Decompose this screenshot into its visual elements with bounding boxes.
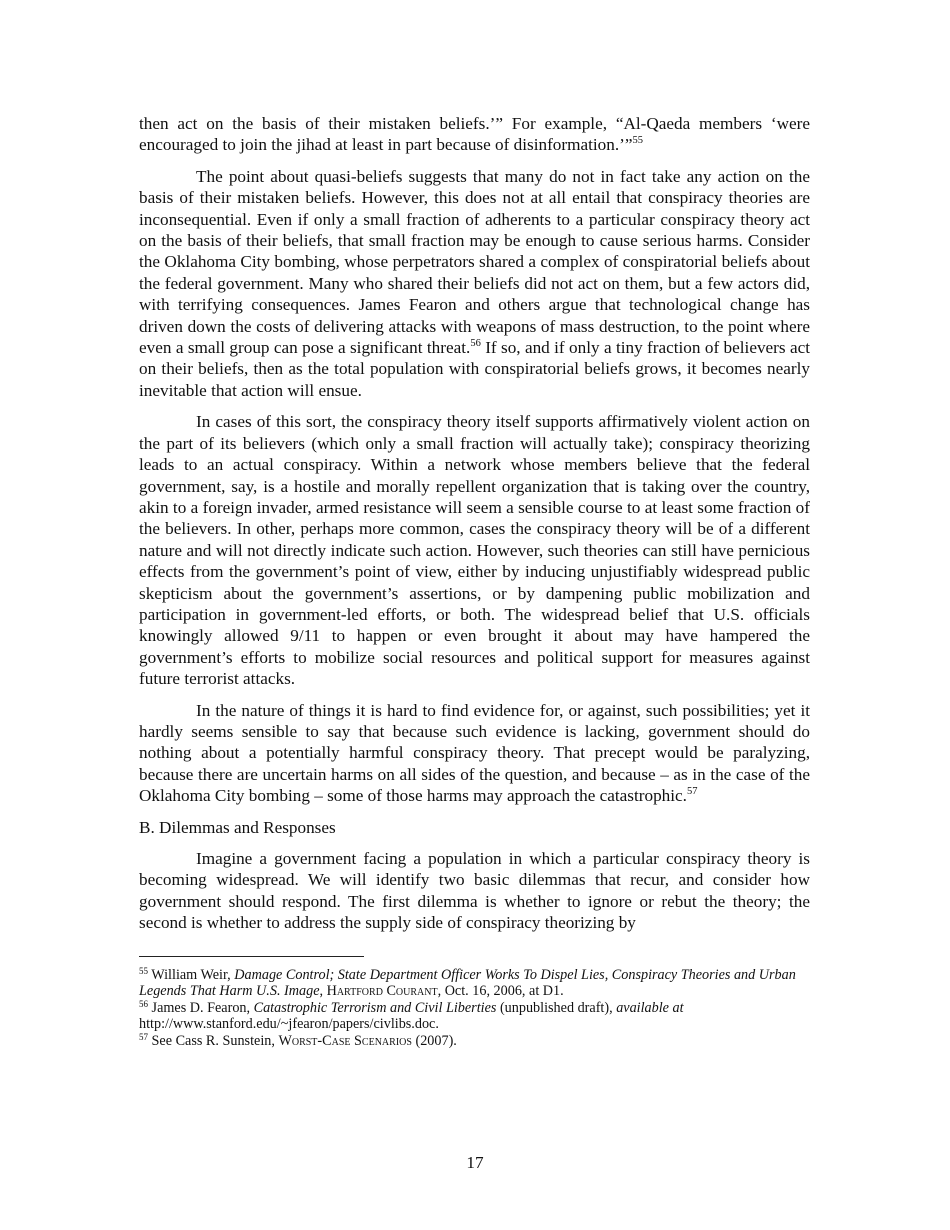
- paragraph-text-continued: If so, and if only a tiny fraction of believers act on their beliefs, then as the total population with conspiratorial beliefs grows, it becomes nearly inevitable that action will ensue.: [139, 338, 810, 400]
- footnote-author: See Cass R. Sunstein,: [151, 1033, 279, 1049]
- footnote-ref-57[interactable]: 57: [686, 786, 698, 798]
- footnote-number: 57: [139, 1032, 148, 1042]
- footnote-book-title: Worst-Case Scenarios: [278, 1033, 412, 1049]
- page-body: [139, 113, 810, 1050]
- section-heading: B. Dilemmas and Responses: [139, 817, 336, 837]
- paragraph-1: [139, 113, 810, 156]
- footnote-57: [139, 1033, 810, 1050]
- paragraph-text: The point about quasi-beliefs suggests that many do not in fact take any action on the basis of their mistaken beliefs. However, this does not at all entail that conspiracy theories are inconsequential. Even if only a small fraction of adherents to a particular conspiracy theory act on the basis of their beliefs, that small fraction may be enough to cause serious harms. Consider the Oklahoma City bombing, whose perpetrators shared a complex of conspiratorial beliefs about the federal government. Many who shared their beliefs did not act on them, but a few actors did, with terrifying consequences. James Fearon and others argue that technological change has driven down the costs of delivering attacks with weapons of mass destruction, to the point where even a small group can pose a significant threat.: [139, 166, 810, 358]
- footnote-note: (unpublished draft),: [496, 999, 617, 1016]
- footnote-available-at: available at: [616, 999, 684, 1016]
- page-number: 17: [466, 1153, 484, 1172]
- paragraph-2: [139, 166, 810, 401]
- footnote-citation: (2007).: [411, 1033, 457, 1049]
- footnote-author: James D. Fearon,: [151, 999, 254, 1016]
- footnote-56: [139, 1000, 810, 1033]
- footnote-title: Damage Control; State Department Officer Works To Dispel Lies, Conspiracy Theories and Urban Legends That Harm U.S. Image: [139, 966, 796, 1000]
- footnote-url[interactable]: http://www.stanford.edu/~jfearon/papers/civlibs.doc.: [139, 1016, 439, 1033]
- footnote-citation: , Oct. 16, 2006, at D1.: [437, 983, 564, 1000]
- footnote-number: 56: [139, 998, 148, 1009]
- paragraph-3: [139, 411, 810, 689]
- footnote-source: Hartford Courant: [326, 983, 438, 1000]
- footnote-55: [139, 967, 810, 1000]
- footnote-separator: ,: [319, 983, 327, 1000]
- paragraph-text: In the nature of things it is hard to find evidence for, or against, such possibilities; yet it hardly seems sensible to say that because such evidence is lacking, government should do nothing about a potentially harmful conspiracy theory. That precept would be paralyzing, because there are uncertain harms on all sides of the question, and because – as in the case of the Oklahoma City bombing – some of those harms may approach the catastrophic.: [139, 700, 810, 806]
- footnote-number: 55: [139, 965, 148, 976]
- footnote-divider: [139, 956, 364, 957]
- footnote-title: Catastrophic Terrorism and Civil Liberties: [253, 999, 497, 1016]
- paragraph-text: then act on the basis of their mistaken beliefs.’” For example, “Al-Qaeda members ‘were encouraged to join the jihad at least in part because of disinformation.’”: [139, 114, 810, 155]
- paragraph-5: Imagine a government facing a population in which a particular conspiracy theory is becoming widespread. We will identify two basic dilemmas that recur, and consider how government should respond. The first dilemma is whether to ignore or rebut the theory; the second is whether to address the supply side of conspiracy theorizing by: [139, 849, 810, 933]
- footnote-author: William Weir,: [151, 966, 235, 983]
- footnote-ref-56[interactable]: 56: [470, 338, 481, 350]
- paragraph-text: In cases of this sort, the conspiracy theory itself supports affirmatively violent action on the part of its believers (which only a small fraction will actually take); conspiracy theorizing leads to an actual conspiracy. Within a network whose members believe that the federal government, say, is a hostile and morally repellent organization that is taking over the country, akin to a foreign invader, armed resistance will seem a sensible course to at least some fraction of the believers. In other, perhaps more common, cases the conspiracy theory will be of a different nature and will not directly indicate such action. However, such theories can still have pernicious effects from the government’s point of view, either by inducing unjustifiably widespread public skepticism about the government’s assertions, or by dampening public mobilization and participation in government-led efforts, or both. The widespread belief that U.S. officials knowingly allowed 9/11 to happen or even brought it about may have hampered the government’s efforts to mobilize social resources and political support for measures against future terrorist attacks.: [139, 412, 810, 689]
- paragraph-4: [139, 700, 810, 807]
- footnote-ref-55[interactable]: 55: [632, 135, 643, 147]
